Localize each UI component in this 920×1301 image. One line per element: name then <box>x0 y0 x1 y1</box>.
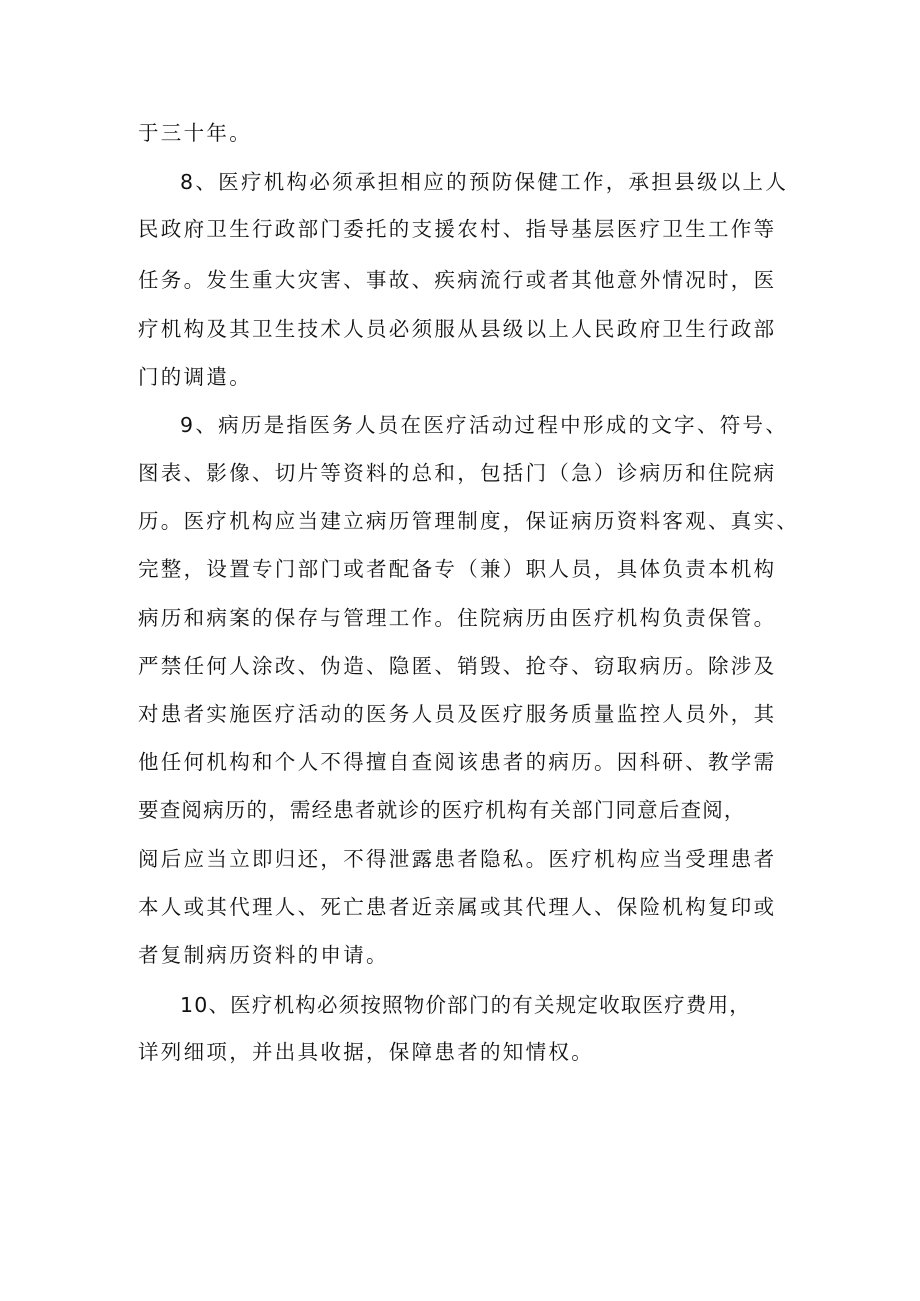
text-line: 疗机构及其卫生技术人员必须服从县级以上人民政府卫生行政部 <box>138 317 777 341</box>
text-line: 对患者实施医疗活动的医务人员及医疗服务质量监控人员外，其 <box>138 702 777 726</box>
text-line: 病历和病案的保存与管理工作。住院病历由医疗机构负责保管。 <box>138 606 777 630</box>
text-line: 任务。发生重大灾害、事故、疾病流行或者其他意外情况时，医 <box>138 268 777 292</box>
text-line: 本人或其代理人、死亡患者近亲属或其代理人、保险机构复印或 <box>138 895 777 919</box>
text-line: 阅后应当立即归还，不得泄露患者隐私。医疗机构应当受理患者 <box>138 847 777 871</box>
text-line: 他任何机构和个人不得擅自查阅该患者的病历。因科研、教学需 <box>138 750 777 774</box>
paragraph-10-line: 10、医疗机构必须按照物价部门的有关规定收取医疗费用， <box>180 993 751 1017</box>
text-line: 详列细项，并出具收据，保障患者的知情权。 <box>138 1040 594 1064</box>
text-line: 完整，设置专门部门或者配备专（兼）职人员，具体负责本机构 <box>138 557 777 581</box>
text-line: 于三十年。 <box>138 121 252 145</box>
text-line: 图表、影像、切片等资料的总和，包括门（急）诊病历和住院病 <box>138 461 777 485</box>
text-line: 门的调遣。 <box>138 365 252 389</box>
text-line: 要查阅病历的，需经患者就诊的医疗机构有关部门同意后查阅， <box>138 798 746 822</box>
paragraph-9-line: 9、病历是指医务人员在医疗活动过程中形成的文字、符号、 <box>180 413 789 437</box>
paragraph-8-line: 8、医疗机构必须承担相应的预防保健工作，承担县级以上人 <box>180 170 789 194</box>
text-line: 民政府卫生行政部门委托的支援农村、指导基层医疗卫生工作等 <box>138 217 777 241</box>
text-line: 历。医疗机构应当建立病历管理制度，保证病历资料客观、真实、 <box>138 509 800 533</box>
text-line: 者复制病历资料的申请。 <box>138 943 389 967</box>
text-line: 严禁任何人涂改、伪造、隐匿、销毁、抢夺、窃取病历。除涉及 <box>138 654 777 678</box>
